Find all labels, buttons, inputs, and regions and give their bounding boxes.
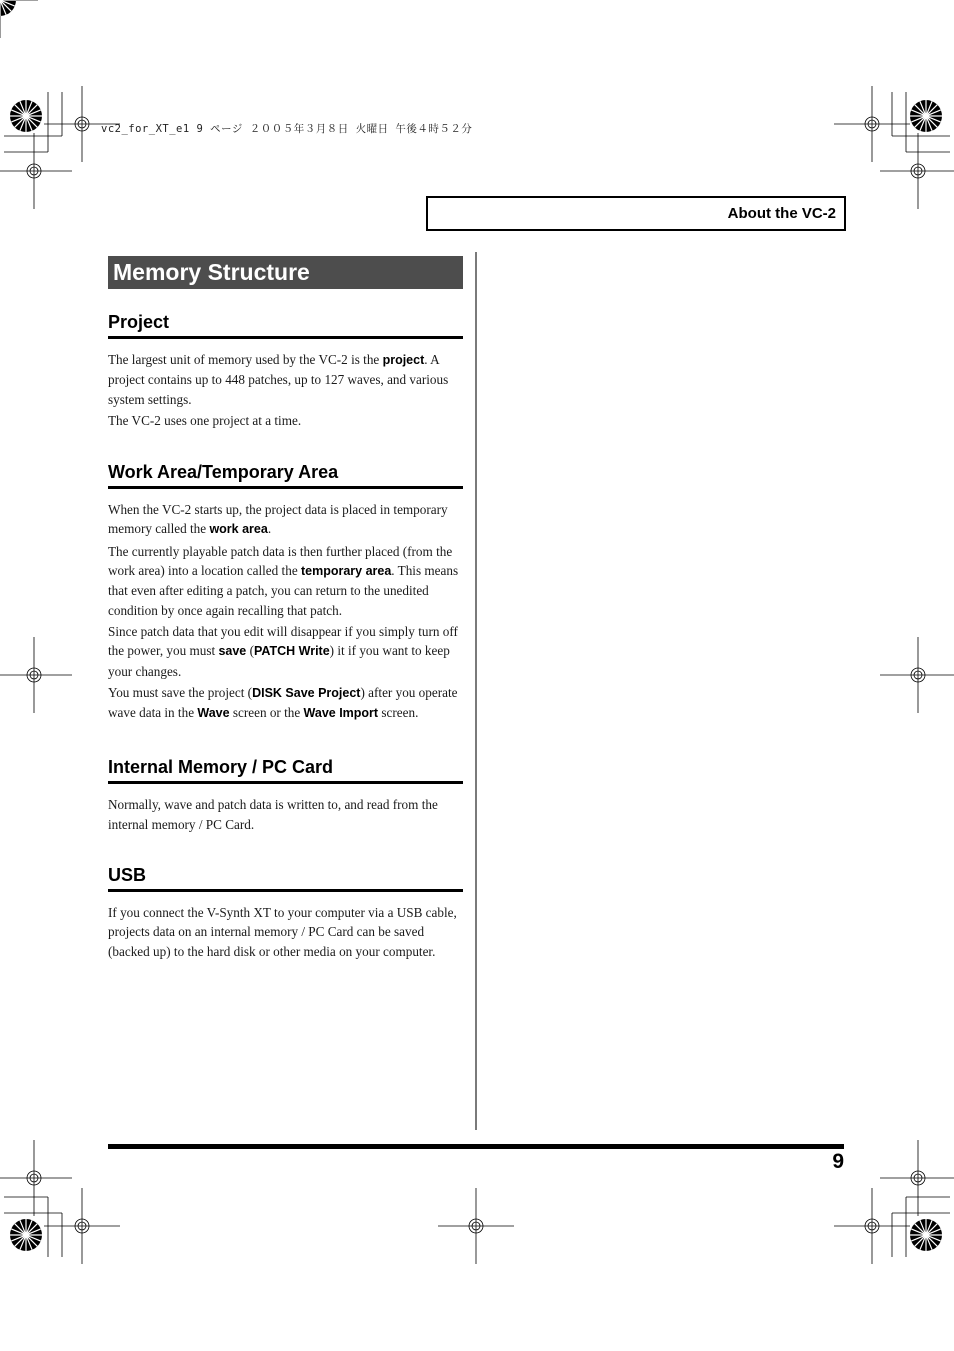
bold-term: temporary area xyxy=(300,564,392,579)
bold-term: work area xyxy=(209,522,268,537)
text-run: ) after you operate wave data in the xyxy=(108,684,458,721)
text-run: ) it if you want to keep your changes. xyxy=(108,643,450,679)
running-header-title: About the VC-2 xyxy=(727,205,836,222)
body-paragraph xyxy=(108,903,463,961)
body-paragraph xyxy=(108,622,463,681)
text-run: . A project contains up to 448 patches, up to 127 waves, and various system settings. xyxy=(108,352,449,407)
bold-term: PATCH Write xyxy=(253,644,330,659)
section xyxy=(108,757,463,834)
column-divider xyxy=(475,252,477,1130)
footer-rule xyxy=(108,1144,844,1149)
text-run: The VC-2 uses one project at a time. xyxy=(108,412,302,428)
section-heading: Internal Memory / PC Card xyxy=(108,757,463,784)
body-paragraph xyxy=(108,350,463,409)
text-run: The currently playable patch data is then further placed (from the work area) into a location called the xyxy=(108,543,453,579)
bold-term: DISK Save Project xyxy=(252,685,361,700)
text-run: Since patch data that you edit will disappear if you simply turn off the power, you must xyxy=(108,623,458,659)
body-paragraph xyxy=(108,500,463,540)
text-run: screen or the xyxy=(229,705,304,721)
main-column xyxy=(108,256,463,963)
bold-term: save xyxy=(218,644,247,659)
print-slug: vc2_for_XT_e1 9 ページ ２００５年３月８日 火曜日 午後４時５２分 xyxy=(101,123,473,135)
section-heading: Project xyxy=(108,312,463,339)
bold-term: project xyxy=(382,353,425,367)
text-run: If you connect the V-Synth XT to your computer via a USB cable, projects data on an internal memory / PC Card can be saved (backed up) to the hard disk or other media on your computer. xyxy=(108,905,457,959)
bold-term: Wave xyxy=(197,706,230,721)
text-run: Normally, wave and patch data is written to, and read from the internal memory / PC Card. xyxy=(108,797,438,832)
body-paragraph xyxy=(108,683,463,724)
section xyxy=(108,312,463,430)
text-run: When the VC-2 starts up, the project data is placed in temporary memory called the xyxy=(108,502,448,537)
text-run: . This means that even after editing a patch, you can return to the unedited condition by once again recalling that patch. xyxy=(108,563,459,618)
bold-term: Wave Import xyxy=(303,706,379,721)
text-run: screen. xyxy=(378,705,419,721)
section xyxy=(108,865,463,961)
section-heading: Work Area/Temporary Area xyxy=(108,462,463,489)
section-heading: USB xyxy=(108,865,463,892)
text-run: . xyxy=(267,521,272,537)
text-run: The largest unit of memory used by the VC-2 is the xyxy=(108,352,383,367)
section xyxy=(108,462,463,723)
body-paragraph xyxy=(108,795,463,834)
text-run: You must save the project ( xyxy=(108,684,253,700)
page-title: Memory Structure xyxy=(108,256,463,289)
sections-container xyxy=(108,312,463,961)
body-paragraph xyxy=(108,542,463,620)
running-header xyxy=(426,196,846,231)
text-run: ( xyxy=(246,643,254,659)
body-paragraph xyxy=(108,411,463,430)
page-number: 9 xyxy=(832,1150,844,1173)
